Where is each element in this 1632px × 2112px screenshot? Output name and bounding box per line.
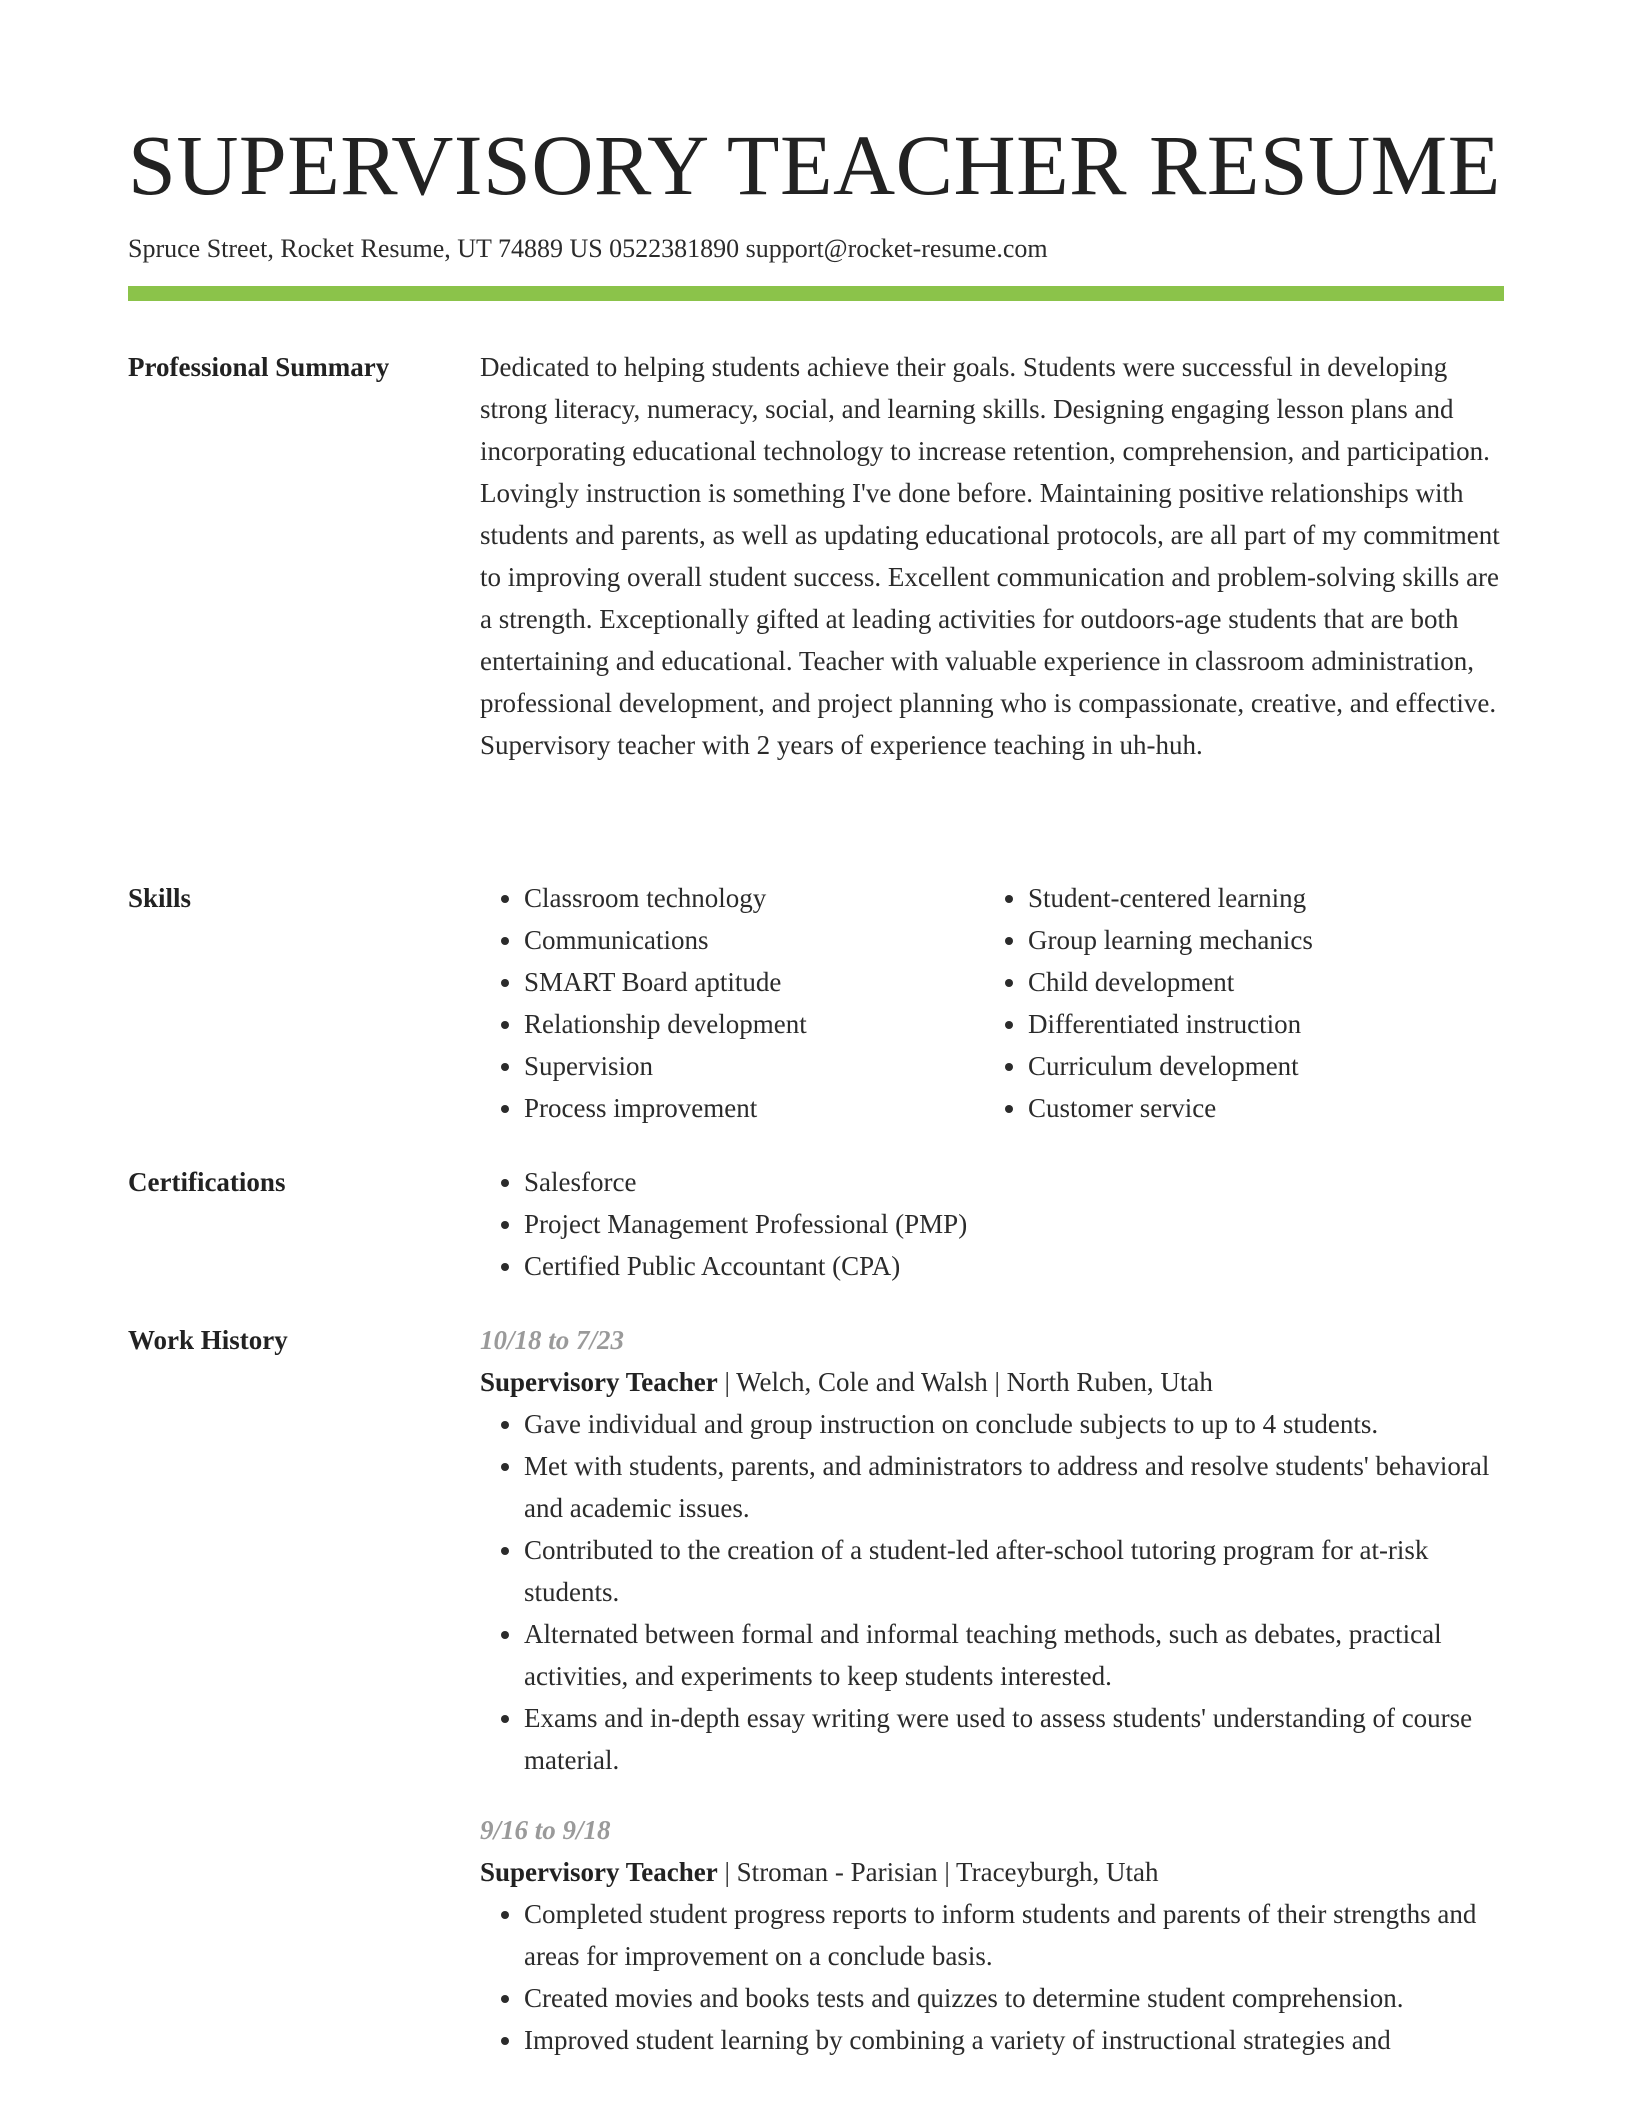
job-title: Supervisory Teacher [480,1367,718,1397]
skill-item: • Student-centered learning [1028,877,1488,919]
skill-item: • Communications [524,919,984,961]
work-history-body [480,1319,1504,2061]
skill-item: • Classroom technology [524,877,984,919]
job-duty: • Contributed to the creation of a student-led after-school tutoring program for at-risk students. [524,1529,1504,1613]
job-entry [480,1319,1504,1781]
summary-text: Dedicated to helping students achieve their goals. Students were successful in developing strong literacy, numeracy, social, and learning skills. Designing engaging lesson plans and incorporating educational technology to increase retention, comprehension, and participation. Lovingly instruction is something I've done before. Maintaining positive relationships with students and parents, as well as updating educational protocols, are all part of my commitment to improving overall student success. Excellent communication and problem-solving skills are a strength. Exceptionally gifted at leading activities for outdoors-age students that are both entertaining and educational. Teacher with valuable experience in classroom administration, professional development, and project planning who is compassionate, creative, and effective. Supervisory teacher with 2 years of experience teaching in uh-huh. [480,352,1500,760]
job-employer-location: | Stroman - Parisian | Traceyburgh, Utah [717,1857,1159,1887]
job-dates: 9/16 to 9/18 [480,1815,611,1845]
skill-item: • Supervision [524,1045,984,1087]
job-title: Supervisory Teacher [480,1857,718,1887]
job-duties-list [480,1893,1504,2061]
skill-item: • Relationship development [524,1003,984,1045]
job-heading [480,1361,1504,1403]
skill-item: • Process improvement [524,1087,984,1129]
job-entry [480,1809,1504,2061]
certifications-list [480,1161,1504,1287]
contact-line: Spruce Street, Rocket Resume, UT 74889 US 0522381890 support@rocket-resume.com [128,234,1048,263]
job-heading [480,1851,1504,1893]
job-duty: • Exams and in-depth essay writing were used to assess students' understanding of course material. [524,1697,1504,1781]
skill-item: • SMART Board aptitude [524,961,984,1003]
job-employer-location: | Welch, Cole and Walsh | North Ruben, Utah [717,1367,1213,1397]
skill-item: • Curriculum development [1028,1045,1488,1087]
certifications-body [480,1161,1504,1287]
skills-list-left [480,877,984,1129]
job-duty: • Gave individual and group instruction on conclude subjects to up to 4 students. [524,1403,1504,1445]
skills-columns [480,877,1504,1129]
job-duty: • Created movies and books tests and quizzes to determine student comprehension. [524,1977,1504,2019]
skill-item: • Customer service [1028,1087,1488,1129]
job-duties-list [480,1403,1504,1781]
accent-divider [128,286,1504,301]
skill-item: • Differentiated instruction [1028,1003,1488,1045]
work-history-label: Work History [128,1325,288,1355]
skill-item: • Child development [1028,961,1488,1003]
job-duty: • Improved student learning by combining a variety of instructional strategies and [524,2019,1504,2061]
resume-title: SUPERVISORY TEACHER RESUME [128,117,1501,213]
job-dates: 10/18 to 7/23 [480,1325,625,1355]
job-duty: • Completed student progress reports to inform students and parents of their strengths and areas for improvement on a conclude basis. [524,1893,1504,1977]
skills-label: Skills [128,883,192,913]
certification-item: • Salesforce [524,1161,1504,1203]
certifications-label: Certifications [128,1167,286,1197]
job-duty: • Met with students, parents, and administrators to address and resolve students' behavioral and academic issues. [524,1445,1504,1529]
certification-item: • Certified Public Accountant (CPA) [524,1245,1504,1287]
summary-label: Professional Summary [128,352,390,382]
skills-list-right [984,877,1488,1129]
skill-item: • Group learning mechanics [1028,919,1488,961]
summary-body [480,346,1504,766]
certification-item: • Project Management Professional (PMP) [524,1203,1504,1245]
job-duty: • Alternated between formal and informal teaching methods, such as debates, practical activities, and experiments to keep students interested. [524,1613,1504,1697]
